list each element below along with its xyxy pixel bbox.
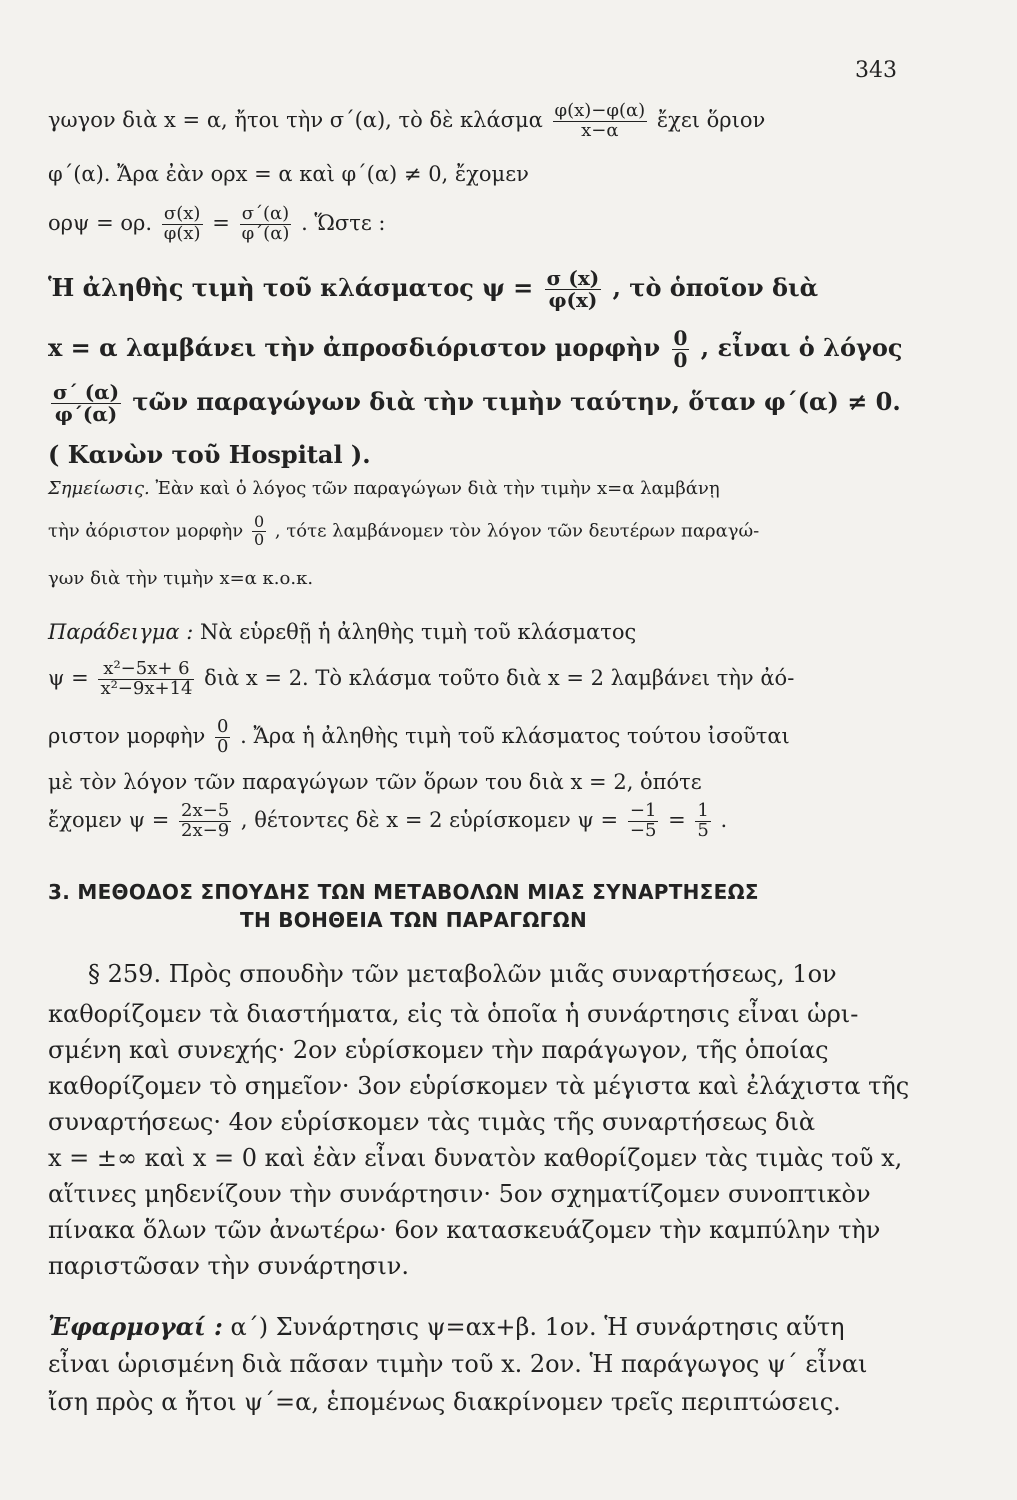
- section-para-line-2: καθορίζομεν τὰ διαστήματα, εἰς τὰ ὁποῖα ἡ συνάρτησις εἶναι ὡρι-: [48, 1000, 859, 1028]
- section-para-line-4: καθορίζομεν τὸ σημεῖον· 3ον εὑρίσκομεν τὰ μέγιστα καὶ ἐλάχιστα τῆς: [48, 1072, 910, 1100]
- section-para-line-7: αἵτινες μηδενίζουν τὴν συνάρτησιν· 5ον σχηματίζομεν συνοπτικὸν: [48, 1180, 871, 1208]
- theorem-note: ( Κανὼν τοῦ Hospital ).: [48, 440, 371, 469]
- applications-line-3: ἴση πρὸς α ἤτοι ψ΄=α, ἑπομένως διακρίνομεν τρεῖς περιπτώσεις.: [48, 1388, 841, 1416]
- remark-line-2: τὴν ἀόριστον μορφὴν $\frac{0}{0}$ , τότε λαμβάνομεν τὸν λόγον τῶν δευτέρων παραγώ-: [48, 512, 760, 549]
- theorem-line-3: $\frac{\sigma΄ (\alpha)}{\varphi΄(\alpha)}$ τῶν παραγώγων διὰ τὴν τιμὴν ταύτην, ὅταν φ΄(α) ≠ 0.: [53, 380, 901, 426]
- fraction: $\frac{1}{5}$: [697, 800, 709, 841]
- section-para-line-5: συναρτήσεως· 4ον εὑρίσκομεν τὰς τιμὰς τῆς συναρτήσεως διὰ: [48, 1108, 816, 1136]
- text-line-1: [48, 102, 908, 141]
- text-line-2: φ΄(α). Ἄρα ἐὰν ορx = α καὶ φ΄(α) ≠ 0, ἔχομεν: [48, 162, 529, 186]
- theorem-line-2: x = α λαμβάνει τὴν ἀπροσδιόριστον μορφὴν $\frac{0}{0}$ , εἶναι ὁ λόγος: [48, 326, 903, 372]
- text: γωγον διὰ x = α, ἤτοι τὴν σ΄(α), τὸ δὲ κλάσμα: [48, 107, 543, 132]
- section-para-line-1: § 259. Πρὸς σπουδὴν τῶν μεταβολῶν μιᾶς συναρτήσεως, 1ον: [88, 960, 837, 988]
- remark-line-3: γων διὰ τὴν τιμὴν x=α κ.ο.κ.: [48, 568, 314, 589]
- applications-line-2: εἶναι ὡρισμένη διὰ πᾶσαν τιμὴν τοῦ x. 2ον. Ἡ παράγωγος ψ΄ εἶναι: [48, 1350, 868, 1378]
- example-line-5: ἔχομεν ψ = $\frac{2x-5}{2x-9}$ , θέτοντες δὲ x = 2 εὑρίσκομεν ψ = $\frac{-1}{-5}$ = $\frac{1}{5}$ .: [48, 800, 728, 841]
- section-heading-line-1: 3. ΜΕΘΟΔΟΣ ΣΠΟΥΔΗΣ ΤΩΝ ΜΕΤΑΒΟΛΩΝ ΜΙΑΣ ΣΥΝΑΡΤΗΣΕΩΣ: [48, 880, 759, 904]
- fraction: $\frac{\sigma΄ (\alpha)}{\varphi΄(\alpha)}$: [53, 380, 120, 426]
- page-number: 343: [855, 58, 897, 83]
- fraction: $\frac{0}{0}$: [253, 512, 265, 549]
- fraction: $\frac{-1}{-5}$: [629, 800, 657, 841]
- section-heading-line-2: ΤΗ ΒΟΗΘΕΙΑ ΤΩΝ ΠΑΡΑΓΩΓΩΝ: [240, 908, 588, 932]
- fraction: $\frac{\sigma΄(\alpha)}{\varphi΄(\alpha)}$: [241, 203, 290, 244]
- section-para-line-3: σμένη καὶ συνεχής· 2ον εὑρίσκομεν τὴν παράγωγον, τῆς ὁποίας: [48, 1036, 829, 1064]
- text: ἔχει ὅριον: [656, 107, 766, 132]
- theorem-line-1: Ἡ ἀληθὴς τιμὴ τοῦ κλάσματος ψ = $\frac{\sigma (x)}{\varphi(x)}$ , τὸ ὁποῖον διὰ: [48, 266, 819, 312]
- text-line-3: ορψ = ορ. $\frac{\sigma(x)}{\varphi(x)}$ = $\frac{\sigma΄(\alpha)}{\varphi΄(\alpha)}$ . Ὥστε :: [48, 203, 386, 244]
- fraction: $\frac{\text{x²−5x+ 6}}{\text{x²−9x+14}}$: [100, 658, 193, 699]
- example-line-3: ριστον μορφὴν $\frac{0}{0}$ . Ἄρα ἡ ἀληθὴς τιμὴ τοῦ κλάσματος τούτου ἰσοῦται: [48, 716, 790, 757]
- fraction: $\frac{2x-5}{2x-9}$: [181, 800, 230, 841]
- fraction: $\frac{0}{0}$: [673, 326, 688, 372]
- example-line-4: μὲ τὸν λόγον τῶν παραγώγων τῶν ὅρων του διὰ x = 2, ὁπότε: [48, 770, 702, 794]
- fraction: $\frac{0}{0}$: [217, 716, 229, 757]
- fraction: $\frac{\varphi(x)-\varphi(\alpha)}{x-\alpha}$: [554, 100, 646, 141]
- example-line-1: Παράδειγμα : Νὰ εὑρεθῇ ἡ ἀληθὴς τιμὴ τοῦ κλάσματος: [48, 620, 637, 644]
- section-para-line-8: πίνακα ὅλων τῶν ἀνωτέρω· 6ον κατασκευάζομεν τὴν καμπύλην τὴν: [48, 1216, 881, 1244]
- fraction: $\frac{\sigma (x)}{\varphi(x)}$: [546, 266, 600, 312]
- applications-line-1: Ἐφαρμογαί : α΄) Συνάρτησις ψ=αx+β. 1ον. Ἡ συνάρτησις αὕτη: [48, 1312, 845, 1341]
- section-heading: [48, 880, 918, 932]
- remark-line-1: Σημείωσις. Ἐὰν καὶ ὁ λόγος τῶν παραγώγων διὰ τὴν τιμὴν x=α λαμβάνῃ: [48, 478, 720, 499]
- section-para-line-6: x = ±∞ καὶ x = 0 καὶ ἐὰν εἶναι δυνατὸν καθορίζομεν τὰς τιμὰς τοῦ x,: [48, 1144, 903, 1172]
- fraction: $\frac{\sigma(x)}{\varphi(x)}$: [163, 203, 201, 244]
- section-para-line-9: παριστῶσαν τὴν συνάρτησιν.: [48, 1252, 409, 1280]
- example-line-2: ψ = $\frac{\text{x²−5x+ 6}}{\text{x²−9x+14}}$ διὰ x = 2. Τὸ κλάσμα τοῦτο διὰ x = 2 λαμβάνει τὴν ἀό-: [48, 658, 795, 699]
